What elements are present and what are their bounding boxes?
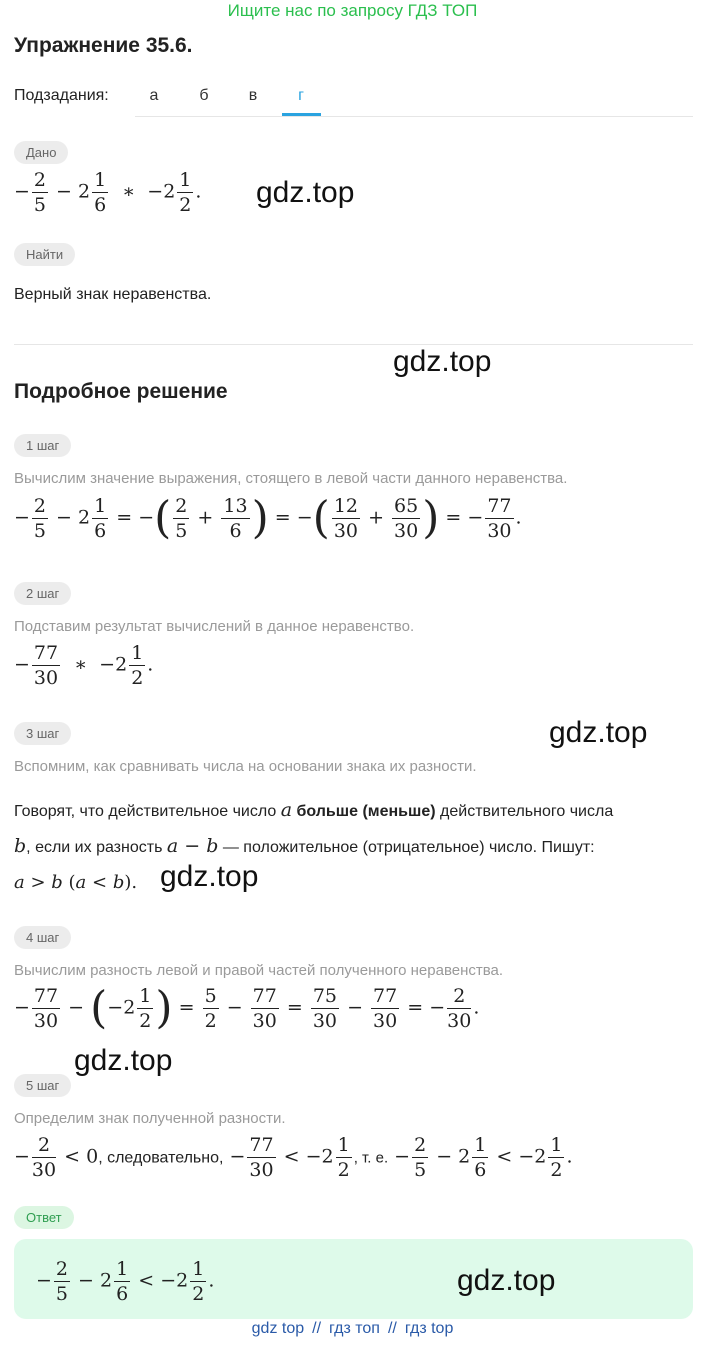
- watermark: gdz.top: [393, 345, 492, 378]
- step-5-word-ie: , т. е.: [353, 1149, 389, 1167]
- step-5-expression: − $\frac{2}{30}$ < 0, следовательно, − $\frac{77}{30}$ < −2 $\frac{1}{2}$ , т. е. − $\frac{2}{5}$ − 2 $\frac{1}{6}$ < −2 $\frac{1}{2}$ .: [14, 1134, 573, 1181]
- divider: [14, 344, 693, 345]
- step-2-text: Подставим результат вычислений в данное неравенство.: [14, 618, 415, 635]
- watermark: gdz.top: [74, 1044, 173, 1077]
- definition-part-2: действительного числа: [440, 803, 614, 820]
- given-expression: − $\frac{2}{5}$ − 2 $\frac{1}{6}$ ∗ −2 $\frac{1}{2}$ .: [14, 169, 202, 216]
- step-1-text: Вычислим значение выражения, стоящего в левой части данного неравенства.: [14, 470, 568, 487]
- tab-v[interactable]: в: [248, 87, 258, 104]
- footer-link-2[interactable]: гдз топ: [329, 1320, 380, 1337]
- given-badge: Дано: [14, 141, 68, 164]
- step-2-expression: − $\frac{77}{30}$ ∗ −2 $\frac{1}{2}$ .: [14, 642, 154, 689]
- definition-bold: больше (меньше): [296, 803, 436, 820]
- footer-links: [0, 1320, 705, 1338]
- step-4-expression: − $\frac{77}{30}$ − (−2 $\frac{1}{2}$ ) = $\frac{5}{2}$ − $\frac{77}{30}$ = $\frac{75}{30}$ − $\frac{77}{30}$ = − $\frac{2}{30}$ .: [14, 982, 480, 1034]
- answer-badge: Ответ: [14, 1206, 74, 1229]
- step-3-definition: Говорят, что действительное число a больше (меньше) действительного числа b, если их разность a − b — положительное (отрицательное) число. Пишут: a > b (a < b).: [14, 799, 614, 893]
- find-text: Верный знак неравенства.: [14, 286, 212, 303]
- tab-a[interactable]: а: [149, 87, 159, 104]
- tab-g[interactable]: г: [298, 87, 304, 104]
- step-2-badge: 2 шаг: [14, 582, 71, 605]
- step-1-expression: − $\frac{2}{5}$ − 2 $\frac{1}{6}$ = −( $\frac{2}{5}$ + $\frac{13}{6}$ ) = −( $\frac{12}{30}$ + $\frac{65}{30}$ ) = − $\frac{77}{30}$ .: [14, 492, 522, 544]
- step-5-word-then: , следовательно,: [98, 1149, 224, 1167]
- tab-b[interactable]: б: [199, 87, 209, 104]
- step-5-badge: 5 шаг: [14, 1074, 71, 1097]
- footer-separator: //: [312, 1320, 322, 1337]
- footer-link-3[interactable]: гдз top: [404, 1320, 454, 1337]
- subtask-tabs: [135, 76, 693, 117]
- watermark: gdz.top: [549, 716, 648, 749]
- watermark: gdz.top: [160, 860, 259, 893]
- step-4-text: Вычислим разность левой и правой частей полученного неравенства.: [14, 962, 504, 979]
- step-3-badge: 3 шаг: [14, 722, 71, 745]
- find-badge: Найти: [14, 243, 75, 266]
- step-4-badge: 4 шаг: [14, 926, 71, 949]
- step-3-text: Вспомним, как сравнивать числа на основании знака их разности.: [14, 758, 477, 775]
- solution-title: Подробное решение: [14, 380, 228, 403]
- watermark: gdz.top: [457, 1264, 556, 1297]
- step-1-badge: 1 шаг: [14, 434, 71, 457]
- step-5-text: Определим знак полученной разности.: [14, 1110, 286, 1127]
- subtasks-label: Подзадания:: [14, 87, 109, 104]
- footer-separator: //: [387, 1320, 397, 1337]
- footer-link-1[interactable]: gdz top: [251, 1320, 305, 1337]
- definition-part-3: , если их разность: [26, 839, 163, 856]
- answer-expression: − $\frac{2}{5}$ − 2 $\frac{1}{6}$ < −2 $\frac{1}{2}$ .: [36, 1258, 215, 1305]
- active-tab-indicator: [282, 113, 321, 116]
- definition-part-4: — положительное (отрицательное) число. Пишут:: [222, 839, 595, 856]
- definition-part-1: Говорят, что действительное число: [14, 803, 277, 820]
- watermark: gdz.top: [256, 176, 355, 209]
- page-title: Упражнение 35.6.: [14, 34, 193, 57]
- search-banner: Ищите нас по запросу ГДЗ ТОП: [227, 1, 478, 20]
